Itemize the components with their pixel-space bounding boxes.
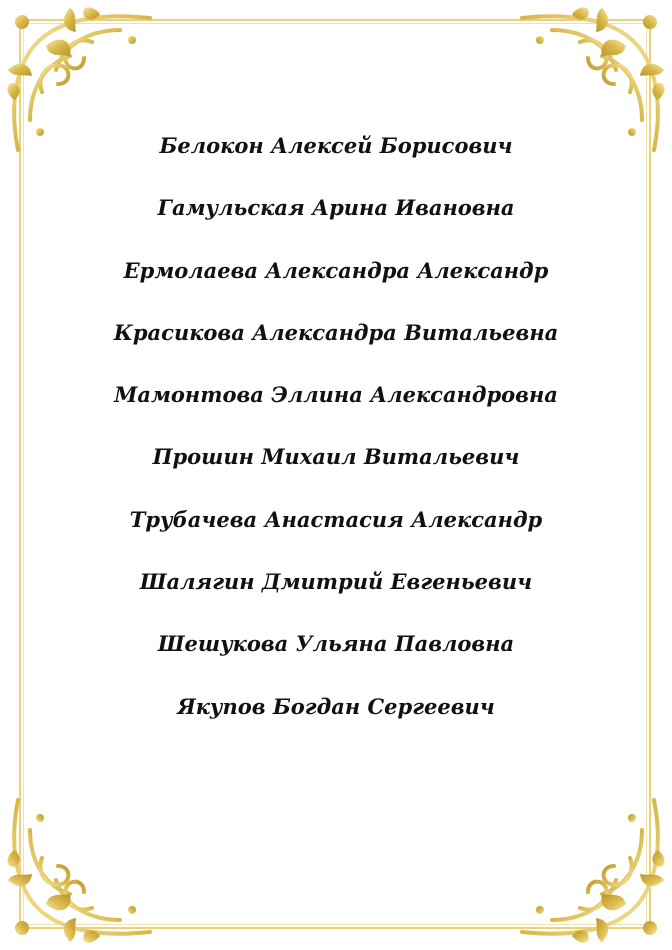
name-item: Прошин Михаил Витальевич bbox=[152, 444, 520, 470]
name-item: Мамонтова Эллина Александровна bbox=[114, 382, 558, 408]
name-item: Шалягин Дмитрий Евгеньевич bbox=[139, 569, 533, 595]
bottom-left-ornament-icon bbox=[0, 790, 160, 950]
name-item: Якупов Богдан Сергеевич bbox=[177, 693, 495, 719]
name-item: Гамульская Арина Ивановна bbox=[157, 195, 515, 221]
name-item: Шешукова Ульяна Павловна bbox=[157, 631, 515, 657]
name-item: Трубачева Анастасия Александр bbox=[129, 506, 543, 532]
names-list bbox=[0, 124, 672, 747]
name-item: Красикова Александра Витальевна bbox=[113, 319, 559, 345]
name-item: Ермолаева Александра Александр bbox=[123, 257, 549, 283]
bottom-right-ornament-icon bbox=[512, 790, 672, 950]
name-item: Белокон Алексей Борисович bbox=[159, 133, 513, 158]
